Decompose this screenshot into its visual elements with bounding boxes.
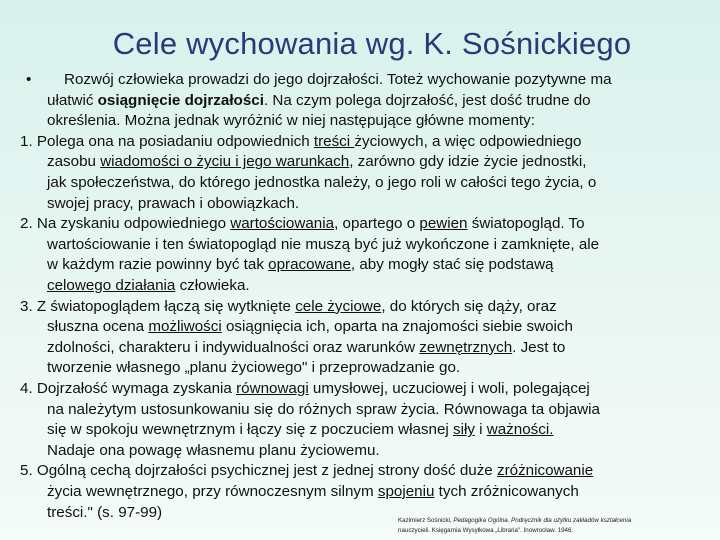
underlined-term: wartościowania xyxy=(230,215,335,233)
emphasis-text: osiągnięcie dojrzałości xyxy=(97,91,264,109)
point-5: 5. Ogólną cechą dojrzałości psychicznej jest z jednej strony dość duże zróżnicowanie xyxy=(20,462,594,480)
underlined-term: spojeniu xyxy=(377,483,435,500)
text-line: wartościowanie i ten światopogląd nie muszą być już wykończone i zamknięte, ale xyxy=(47,235,600,253)
underlined-term: ważności. xyxy=(486,421,554,439)
text-line: Nadaje ona powagę własnemu planu życiowemu. xyxy=(47,441,380,459)
point-2: 2. Na zyskaniu odpowiedniego wartościowania, opartego o pewien światopogląd. To xyxy=(20,215,585,233)
footnote-author: Kazimierz Sośnicki, xyxy=(398,517,454,524)
underlined-term: pewien xyxy=(419,215,468,233)
text-line: zdolności, charakteru i indywidualności oraz warunków zewnętrznych. Jest to xyxy=(47,338,566,356)
text-line: celowego działania człowieka. xyxy=(47,277,250,294)
footnote-work: Pedagogika Ogólna. Podręcznik dla użytku zakładów kształcenia xyxy=(453,517,632,524)
text-line: życia wewnętrznego, przy równoczesnym silnym spojeniu tych zróżnicowanych xyxy=(47,483,579,500)
underlined-term: siły xyxy=(453,421,475,439)
footnote-publisher: nauczycieli. Księgarnia Wysyłkowa „Libraria". Inowrocław. 1946. xyxy=(398,526,574,534)
underlined-term: równowagi xyxy=(236,380,309,397)
text-line: swojej pracy, prawach i obowiązkach. xyxy=(47,194,300,212)
underlined-term: cele życiowe xyxy=(295,297,382,315)
text-line: się w spokoju wewnętrznym i łączy się z poczuciem własnej siły i ważności. xyxy=(47,421,554,439)
underlined-term: zewnętrznych xyxy=(419,338,513,356)
slide-title: Cele wychowania wg. K. Sośnickiego xyxy=(112,26,632,61)
text-line: zasobu wiadomości o życiu i jego warunkach, zarówno gdy idzie życie jednostki, xyxy=(47,153,587,171)
underlined-term: wiadomości o życiu i jego warunkach xyxy=(100,153,350,171)
text-line: jak społeczeństwa, do którego jednostka należy, o jego roli w całości tego życia, o xyxy=(47,174,597,191)
text-line: określenia. Można jednak wyróżnić w niej następujące główne momenty: xyxy=(47,112,535,130)
point-3: 3. Z światopoglądem łączą się wytknięte cele życiowe, do których się dąży, oraz xyxy=(20,297,557,315)
underlined-term: opracowane xyxy=(268,256,351,274)
underlined-term: treści xyxy=(313,132,355,150)
underlined-term: możliwości xyxy=(148,318,222,336)
underlined-term: celowego działania xyxy=(47,277,176,294)
bullet-icon: • xyxy=(26,71,32,88)
underlined-term: zróżnicowanie xyxy=(496,462,594,480)
text-line: ułatwić osiągnięcie dojrzałości. Na czym polega dojrzałość, jest dość trudne do xyxy=(47,91,591,109)
text-line: Rozwój człowieka prowadzi do jego dojrzałości. Toteż wychowanie pozytywne ma xyxy=(64,71,612,88)
text-line: na należytym ustosunkowaniu się do różnych spraw życia. Równowaga ta objawia xyxy=(47,400,600,418)
text-line: treści." (s. 97-99) xyxy=(47,503,163,521)
text-line: w każdym razie powinny być tak opracowane, aby mogły stać się podstawą xyxy=(47,256,554,274)
point-4: 4. Dojrzałość wymaga zyskania równowagi umysłowej, uczuciowej i woli, polegającej xyxy=(20,380,590,397)
text-line: słuszna ocena możliwości osiągnięcia ich, oparta na znajomości siebie swoich xyxy=(47,318,573,336)
text-line: tworzenie własnego „planu życiowego" i przeprowadzanie go. xyxy=(47,359,461,377)
point-1: 1. Polega ona na posiadaniu odpowiednich treści życiowych, a więc odpowiedniego xyxy=(20,132,582,150)
citation-footnote xyxy=(398,516,718,535)
